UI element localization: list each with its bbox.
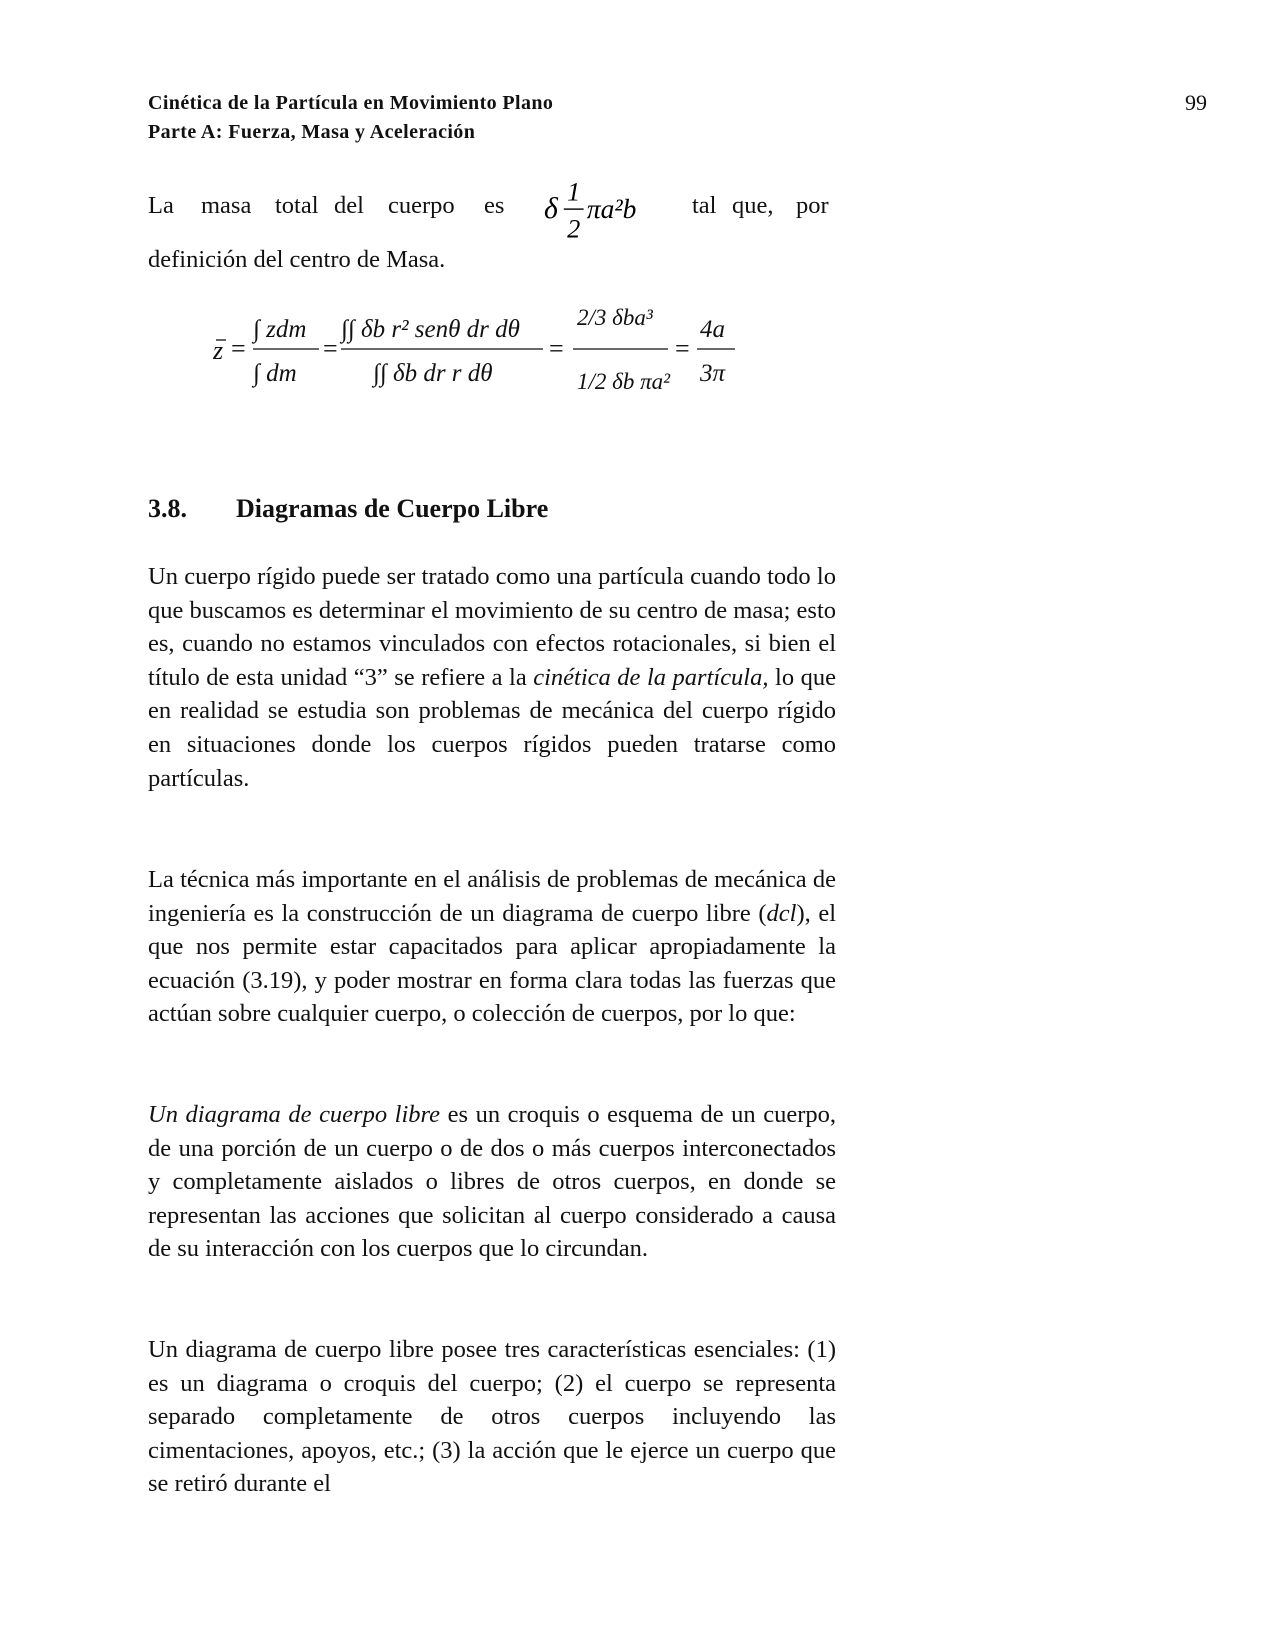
intro-word: del	[334, 192, 364, 219]
running-header-subtitle: Parte A: Fuerza, Masa y Aceleración	[148, 121, 476, 143]
fraction1-numerator: ∫ zdm	[253, 316, 307, 343]
paragraph-definition	[148, 1098, 836, 1266]
fraction4-numerator: 4a	[700, 316, 725, 343]
page-number: 99	[1185, 90, 1207, 115]
intro-word: es	[484, 192, 505, 219]
fraction3-denominator: 1/2 δb πa²	[577, 369, 670, 394]
emphasis-text: cinética de la partícula,	[533, 663, 769, 691]
intro-word: que,	[732, 192, 774, 219]
delta-symbol: δ	[544, 192, 558, 225]
section-heading	[148, 494, 548, 524]
paragraph-text: La técnica más importante en el análisis de problemas de mecánica de ingeniería es la construcción de un diagrama de cuerpo libre (	[148, 866, 836, 927]
intro-line	[148, 192, 836, 232]
intro-word: tal	[692, 192, 717, 219]
fraction-denominator: 2	[567, 213, 581, 244]
fraction2-numerator: ∫∫ δb r² senθ dr dθ	[341, 316, 520, 343]
fraction-numerator: 1	[567, 176, 581, 207]
mass-expression	[544, 168, 654, 248]
paragraph-text: Un cuerpo rígido puede ser tratado como una partícula cuando todo lo que buscamos es determinar el movimiento de su centro de masa; esto es, cuando no estamos vinculados con efectos rotacionales, si bien el título de esta unidad “3” se refiere a la	[148, 563, 836, 691]
centroid-equation	[213, 285, 773, 435]
emphasis-text: Un diagrama de cuerpo libre	[148, 1101, 441, 1128]
intro-word: cuerpo	[388, 192, 455, 219]
paragraph-characteristics: Un diagrama de cuerpo libre posee tres características esenciales: (1) es un diagrama o croquis del cuerpo; (2) el cuerpo se representa separado completamente de otros cuerpos incluyendo las cimentaciones, apoyos, etc.; (3) la acción que le ejerce un cuerpo que se retiró durante el	[148, 1336, 836, 1498]
running-header-title: Cinética de la Partícula en Movimiento Plano	[148, 92, 554, 114]
section-number: 3.8.	[148, 494, 187, 523]
fraction1-denominator: ∫ dm	[253, 360, 297, 387]
equals-sign: =	[323, 334, 338, 363]
paragraph-text: ), el que nos permite estar capacitados para aplicar apropiadamente la ecuación (3.19), y poder mostrar en forma clara todas las fuerzas que actúan sobre cualquier cuerpo, o colección de cuerpos, por lo que:	[148, 899, 837, 1028]
mass-rest: πa²b	[586, 192, 637, 224]
z-bar: z	[213, 336, 224, 365]
intro-word: total	[275, 192, 319, 219]
fraction2-denominator: ∫∫ δb dr r dθ	[373, 360, 493, 387]
equals-sign: =	[231, 334, 246, 363]
equals-sign: =	[549, 334, 564, 363]
section-title: Diagramas de Cuerpo Libre	[236, 494, 549, 523]
intro-line-2: definición del centro de Masa.	[148, 246, 446, 273]
emphasis-text: dcl	[766, 899, 797, 927]
paragraph-technique	[148, 863, 836, 1031]
paragraph-text: lo que en realidad se estudia son problemas de mecánica del cuerpo rígido en situaciones donde los cuerpos rígidos pueden tratarse como partículas.	[148, 663, 836, 792]
fraction4-denominator: 3π	[700, 360, 726, 387]
intro-word: por	[796, 192, 829, 219]
paragraph-text: es un croquis o esquema de un cuerpo, de una porción de un cuerpo o de dos o más cuerpos interconectados y completamente aislados o libres de otros cuerpos, en donde se representan las acciones que solicitan al cuerpo considerado a causa de su interacción con los cuerpos que lo circundan.	[148, 1101, 836, 1263]
intro-word: masa	[201, 192, 252, 219]
intro-word: La	[148, 192, 174, 219]
fraction3-numerator: 2/3 δba³	[577, 305, 653, 330]
equals-sign: =	[675, 334, 690, 363]
paragraph-rigid-body	[148, 560, 836, 795]
